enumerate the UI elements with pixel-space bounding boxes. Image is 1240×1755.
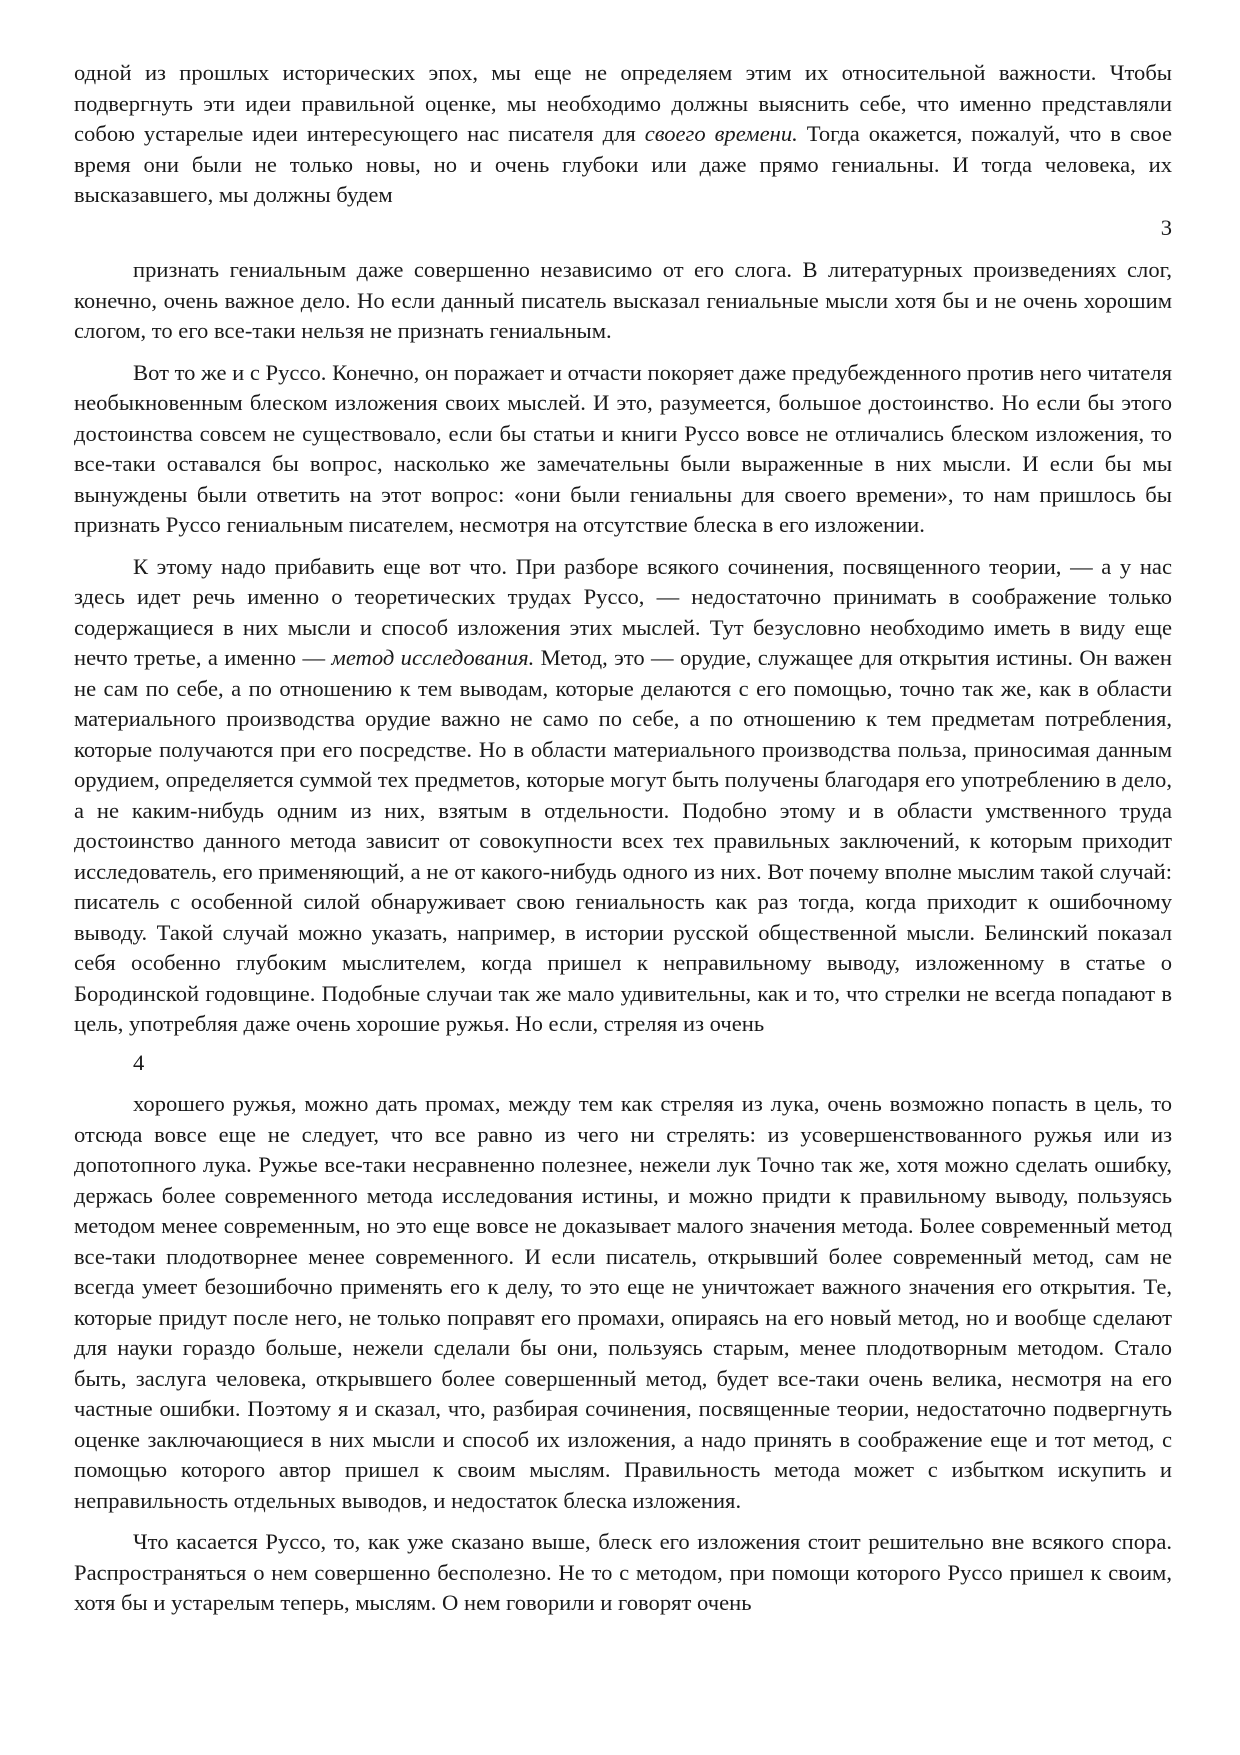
page-number-3: 3 xyxy=(1160,214,1172,240)
paragraph-2: признать гениальным даже совершенно независимо от его слога. В литературных произведениях слог, конечно, очень важное дело. Но если данный писатель высказал гениальные мысли хотя бы и не очень хорошим слогом, то его все-таки нельзя не признать гениальным. xyxy=(74,257,1172,343)
paragraph-6: Что касается Руссо, то, как уже сказано выше, блеск его изложения стоит решительно вне всякого спора. Распространяться о нем совершенно бесполезно. Не то с методом, при помощи которого Руссо пришел к своим, хотя бы и устарелым теперь, мыслям. О нем говорили и говорят очень xyxy=(74,1529,1172,1615)
document-page xyxy=(74,58,1172,1619)
paragraph-1-text-b: Тогда окажется, пожалуй, что в свое время они были не только новы, но и очень глубоки или даже прямо гениальны. И тогда человека, их высказавшего, мы должны будем xyxy=(74,121,1173,207)
paragraph-5: хорошего ружья, можно дать промах, между тем как стреляя из лука, очень возможно попасть в цель, то отсюда вовсе еще не следует, что все равно из чего ни стрелять: из усовершенствованного ружья или из допотопного лука. Ружье все-таки несравненно полезнее, нежели лук Точно так же, хотя можно сделать ошибку, держась более современного метода исследования истины, и можно придти к правильному выводу, пользуясь методом менее современным, но это еще вовсе не доказывает малого значения метода. Более современный метод все-таки плодотворнее менее современного. И если писатель, открывший более современный метод, сам не всегда умеет безошибочно применять его к делу, то это еще не уничтожает важного значения его открытия. Те, которые придут после него, не только поправят его промахи, опираясь на его новый метод, но и вообще сделают для науки гораздо больше, нежели сделали бы они, пользуясь старым, менее плодотворным методом. Стало быть, заслуга человека, открывшего более совершенный метод, будет все-таки очень велика, несмотря на его частные ошибки. Поэтому я и сказал, что, разбирая сочинения, посвященные теории, недостаточно подвергнуть оценке заключающиеся в них мысли и способ их изложения, а надо принять в соображение еще и тот метод, с помощью которого автор пришел к своим мыслям. Правильность метода может с избытком искупить и неправильность отдельных выводов, и недостаток блеска изложения. xyxy=(74,1091,1172,1513)
paragraph-1 xyxy=(74,58,1172,211)
paragraph-4 xyxy=(74,552,1172,1040)
page-number-4: 4 xyxy=(133,1049,145,1075)
paragraph-4-text-a: К этому надо прибавить еще вот что. При разборе всякого сочинения, посвященного теории, — а у нас здесь идет речь именно о теоретических трудах Руссо, — недостаточно принимать в соображение только содержащиеся в них мысли и способ изложения этих мыслей. Тут безусловно необходимо иметь в виду еще нечто третье, а именно — xyxy=(74,553,1172,670)
paragraph-3: Вот то же и с Руссо. Конечно, он поражает и отчасти покоряет даже предубежденного против него читателя необыкновенным блеском изложения своих мыслей. И это, разумеется, большое достоинство. Но если бы этого достоинства совсем не существовало, если бы статьи и книги Руссо вовсе не отличались блеском изложения, то все-таки оставался бы вопрос, насколько же замечательны были выраженные в них мысли. И если бы мы вынуждены были ответить на этот вопрос: «они были гениальны для своего времени», то нам пришлось бы признать Руссо гениальным писателем, несмотря на отсутствие блеска в его изложении. xyxy=(74,359,1172,537)
paragraph-4-italic: метод исследования. xyxy=(331,645,535,670)
paragraph-4-text-b: Метод, это — орудие, служащее для открытия истины. Он важен не сам по себе, а по отношению к тем выводам, которые делаются с его помощью, точно так же, как в области материального производства орудие важно не само по себе, а по отношению к тем предметам потребления, которые получаются при его посредстве. Но в области материального производства польза, приносимая данным орудием, определяется суммой тех предметов, которые могут быть получены благодаря его употреблению в дело, а не каким-нибудь одним из них, взятым в отдельности. Подобно этому и в области умственного труда достоинство данного метода зависит от совокупности всех тех правильных заключений, к которым приходит исследователь, его применяющий, а не от какого-нибудь одного из них. Вот почему вполне мыслим такой случай: писатель с особенной силой обнаруживает свою гениальность как раз тогда, когда приходит к ошибочному выводу. Такой случай можно указать, например, в истории русской общественной мысли. Белинский показал себя особенно глубоким мыслителем, когда пришел к неправильному выводу, изложенному в статье о Бородинской годовщине. Подобные случаи так же мало удивительны, как и то, что стрелки не всегда попадают в цель, употребляя даже очень хорошие ружья. Но если, стреляя из очень xyxy=(74,645,1172,1036)
paragraph-1-text-a: одной из прошлых исторических эпох, мы еще не определяем этим их относительной важности. Чтобы подвергнуть эти идеи правильной оценке, мы необходимо должны выяснить себе, что именно представляли собою устарелые идеи интересующего нас писателя для xyxy=(74,60,1172,146)
paragraph-1-italic: своего времени. xyxy=(644,121,798,146)
